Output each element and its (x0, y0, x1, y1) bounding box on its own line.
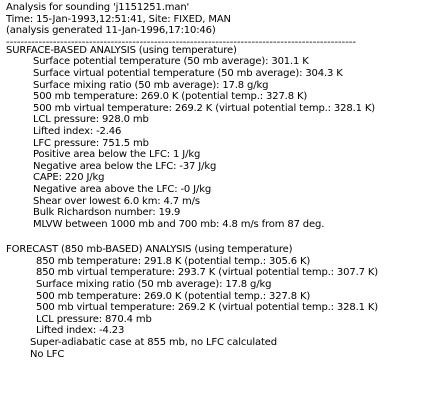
forecast-no-lfc-note: No LFC (30, 348, 65, 360)
surface-analysis-list (6, 56, 444, 230)
surface-line-positive-area: Positive area below the LFC: 1 J/kg (33, 149, 201, 161)
forecast-line-500mb-virtual-temp: 500 mb virtual temperature: 269.2 K (virtual potential temp.: 328.1 K) (36, 302, 379, 314)
forecast-line-850mb-temp: 850 mb temperature: 291.8 K (potential temp.: 305.6 K) (36, 255, 311, 267)
surface-line-richardson: Bulk Richardson number: 19.9 (33, 207, 181, 219)
surface-line-500mb-virtual-temp: 500 mb virtual temperature: 269.2 K (virtual potential temp.: 328.1 K) (33, 102, 376, 114)
forecast-line-mixing-ratio: Surface mixing ratio (50 mb average): 17.8 g/kg (36, 279, 272, 291)
forecast-line-lcl-pressure: LCL pressure: 870.4 mb (36, 313, 152, 325)
forecast-section-heading: FORECAST (850 mb-BASED) ANALYSIS (using temperature) (6, 244, 293, 256)
forecast-analysis-list (6, 256, 444, 360)
surface-line-virtual-potential-temp: Surface virtual potential temperature (50 mb average): 304.3 K (33, 67, 343, 79)
surface-line-negative-area-below: Negative area below the LFC: -37 J/kg (33, 160, 217, 172)
surface-line-mixing-ratio: Surface mixing ratio (50 mb average): 17.8 g/kg (33, 79, 269, 91)
section-spacer (6, 230, 444, 244)
forecast-line-850mb-virtual-temp: 850 mb virtual temperature: 293.7 K (virtual potential temp.: 307.7 K) (36, 267, 379, 279)
surface-line-lfc-pressure: LFC pressure: 751.5 mb (33, 137, 149, 149)
surface-line-shear: Shear over lowest 6.0 km: 4.7 m/s (33, 195, 200, 207)
surface-line-cape: CAPE: 220 J/kg (33, 172, 105, 184)
forecast-line-500mb-temp: 500 mb temperature: 269.0 K (potential temp.: 327.8 K) (36, 290, 311, 302)
surface-line-potential-temp: Surface potential temperature (50 mb average): 301.1 K (33, 56, 309, 68)
surface-section-heading: SURFACE-BASED ANALYSIS (using temperature) (6, 44, 237, 56)
forecast-super-adiabatic-note: Super-adiabatic case at 855 mb, no LFC calculated (30, 337, 277, 349)
header-divider: ------------------------------------------------------------------------------------------------- (6, 36, 357, 45)
analysis-title: Analysis for sounding 'j1151251.man' (6, 2, 190, 13)
forecast-line-lifted-index: Lifted index: -4.23 (36, 325, 125, 337)
surface-line-mlvw: MLVW between 1000 mb and 700 mb: 4.8 m/s from 87 deg. (33, 218, 325, 230)
surface-line-negative-area-above: Negative area above the LFC: -0 J/kg (33, 183, 212, 195)
generated-line: (analysis generated 11-Jan-1996,17:10:46) (6, 25, 216, 37)
time-site-line: Time: 15-Jan-1993,12:51:41, Site: FIXED, MAN (6, 13, 231, 25)
surface-line-lifted-index: Lifted index: -2.46 (33, 125, 122, 137)
surface-line-lcl-pressure: LCL pressure: 928.0 mb (33, 114, 149, 126)
surface-line-500mb-temp: 500 mb temperature: 269.0 K (potential temp.: 327.8 K) (33, 91, 308, 103)
sounding-analysis-report (6, 2, 444, 360)
